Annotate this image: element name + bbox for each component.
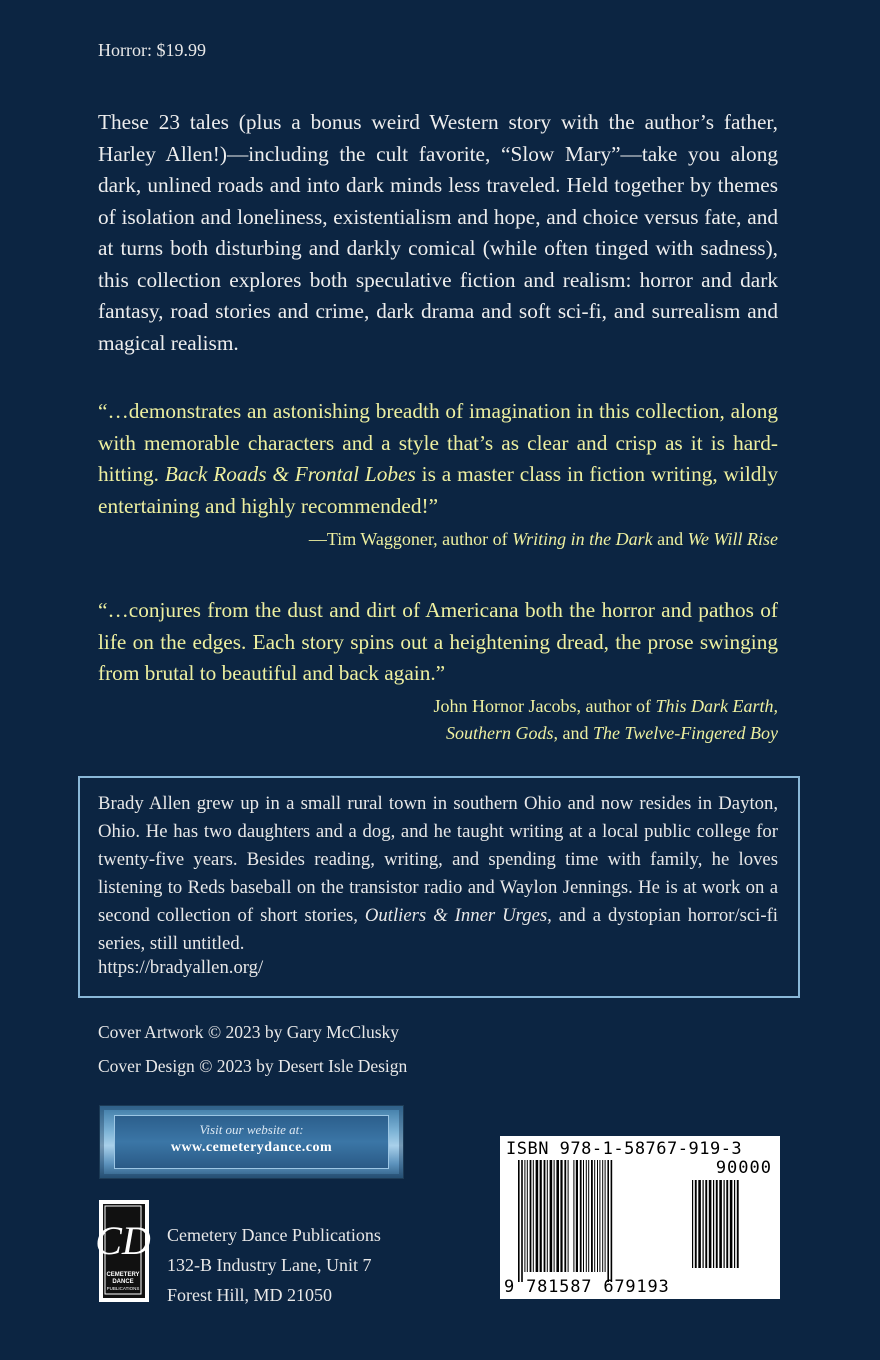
barcode-bar	[586, 1160, 587, 1272]
quote-1-text-a: “…demonstrates an astonishing breadth of imagination in this collection, along with memorable characters and a style that’s as clear and crisp as it is hard-hitting.	[98, 399, 778, 486]
publisher-name: Cemetery Dance Publications	[167, 1225, 381, 1245]
barcode-bar	[737, 1180, 739, 1268]
barcode-bar	[730, 1180, 733, 1268]
isbn-barcode	[500, 1136, 780, 1299]
barcode-bar	[518, 1160, 520, 1282]
publisher-street: 132-B Industry Lane, Unit 7	[167, 1255, 372, 1275]
barcode-bar	[716, 1180, 718, 1268]
logo-letters: CD	[95, 1218, 151, 1263]
review-attribution-2	[434, 693, 778, 747]
barcode-bar	[591, 1160, 593, 1272]
cover-artwork-credit: Cover Artwork © 2023 by Gary McClusky	[98, 1022, 400, 1042]
author-website-link[interactable]: https://bradyallen.org/	[98, 957, 264, 978]
attr-2-a: John Hornor Jacobs, author of	[433, 696, 656, 716]
barcode-bar	[533, 1160, 534, 1272]
attr-1-a: —Tim Waggoner, author of	[308, 529, 513, 549]
bio-book-title: Outliers & Inner Urges	[364, 905, 548, 926]
bio-text-a: Brady Allen grew up in a small rural town in southern Ohio and now resides in Dayton, Ohio. He has two daughters and a dog, and he taught writing at a local public college for twenty-five years. Besides reading, writing, and spending time with family, he loves listening to Reds baseball on the transistor radio and Waylon Jennings. He is at work on a second collection of short stories,	[98, 793, 778, 926]
attr-1-title-1: Writing in the Dark	[512, 529, 653, 549]
review-attribution-1	[309, 526, 778, 553]
barcode-bar	[554, 1160, 555, 1272]
barcode-bar	[594, 1160, 595, 1272]
author-bio	[98, 790, 778, 958]
barcode-bar	[536, 1160, 539, 1272]
publisher-city: Forest Hill, MD 21050	[167, 1285, 333, 1305]
barcode-bar	[605, 1160, 606, 1272]
barcode-bar	[726, 1180, 728, 1268]
publisher-logo	[95, 1200, 151, 1302]
attr-1-title-2: We Will Rise	[687, 529, 778, 549]
barcode-bar	[599, 1160, 600, 1272]
barcode-bar	[568, 1160, 569, 1272]
website-banner-label: Visit our website at:	[199, 1122, 304, 1137]
barcode-bar	[588, 1160, 589, 1272]
barcode-bar	[580, 1160, 582, 1272]
barcode-bar	[530, 1160, 532, 1272]
publisher-address	[167, 1220, 381, 1310]
barcode-bars	[500, 1136, 780, 1299]
barcode-bar	[719, 1180, 722, 1268]
barcode-bar	[576, 1160, 578, 1272]
logo-caption-2: DANCE	[112, 1279, 134, 1285]
barcode-bar	[705, 1180, 707, 1268]
attr-2-title-2: Southern Gods	[446, 723, 554, 743]
barcode-bar	[713, 1180, 714, 1268]
quote-1-text-b: is a master class in fiction writing, wildly entertaining and highly recommended!”	[98, 462, 778, 518]
barcode-bar	[695, 1180, 697, 1268]
barcode-bar	[527, 1160, 528, 1272]
barcode-bar	[734, 1180, 735, 1268]
publisher-logo-inner	[95, 1204, 151, 1298]
barcode-bar	[611, 1160, 613, 1282]
barcode-bar	[607, 1160, 609, 1282]
barcode-bar	[540, 1160, 542, 1272]
review-quote-2: “…conjures from the dust and dirt of Americana both the horror and pathos of life on the edges. Each story spins out a heightening dread, the prose swinging from brutal to beautiful and back again.”	[98, 598, 778, 685]
barcode-bar	[692, 1180, 693, 1268]
barcode-bar	[583, 1160, 584, 1272]
attr-2-title-1: This Dark Earth,	[655, 696, 778, 716]
website-banner-inner	[114, 1115, 389, 1169]
attr-1-b: and	[652, 529, 688, 549]
barcode-bar	[556, 1160, 559, 1272]
barcode-price-code: 90000	[715, 1158, 772, 1178]
barcode-bar	[597, 1160, 598, 1272]
cover-design-credit: Cover Design © 2023 by Desert Isle Design	[98, 1056, 408, 1076]
logo-caption-3: PUBLICATIONS	[106, 1286, 140, 1291]
barcode-bar	[560, 1160, 562, 1272]
logo-caption-1: CEMETERY	[106, 1272, 140, 1278]
barcode-bar	[564, 1160, 566, 1272]
barcode-bar	[547, 1160, 548, 1272]
barcode-bar	[544, 1160, 546, 1272]
review-quote-1	[98, 396, 778, 522]
website-banner[interactable]	[99, 1105, 404, 1179]
barcode-bar	[698, 1180, 701, 1268]
barcode-bar	[550, 1160, 553, 1272]
website-banner-url[interactable]: www.cemeterydance.com	[170, 1140, 333, 1155]
barcode-bar	[521, 1160, 523, 1282]
barcode-bar	[709, 1180, 712, 1268]
bio-text-b: , and a dystopian horror/sci-fi series, still untitled.	[98, 905, 778, 954]
barcode-bar	[573, 1160, 574, 1272]
quote-1-book-title: Back Roads & Frontal Lobes	[164, 462, 416, 486]
book-blurb: These 23 tales (plus a bonus weird Western story with the author’s father, Harley Allen!)—including the cult favorite, “Slow Mary”—take you along dark, unlined roads and into dark minds less traveled. Held together by themes of isolation and loneliness, existentialism and hope, and choice versus fate, and at turns both disturbing and darkly comical (while often tinged with sadness), this collection explores both speculative fiction and realism: horror and dark fantasy, road stories and crime, dark drama and soft sci-fi, and surrealism and magical realism.	[98, 110, 778, 355]
price-line: Horror: $19.99	[98, 40, 206, 60]
attr-2-title-3: The Twelve-Fingered Boy	[593, 723, 778, 743]
barcode-bar	[602, 1160, 603, 1272]
publisher-logo-graphic	[95, 1204, 151, 1296]
barcode-bar	[724, 1180, 725, 1268]
barcode-bar	[524, 1160, 525, 1272]
attr-2-b: , and	[553, 723, 594, 743]
barcode-bar	[703, 1180, 704, 1268]
barcode-digits: 9 781587 679193	[504, 1277, 670, 1297]
isbn-label: ISBN 978-1-58767-919-3	[506, 1139, 743, 1159]
